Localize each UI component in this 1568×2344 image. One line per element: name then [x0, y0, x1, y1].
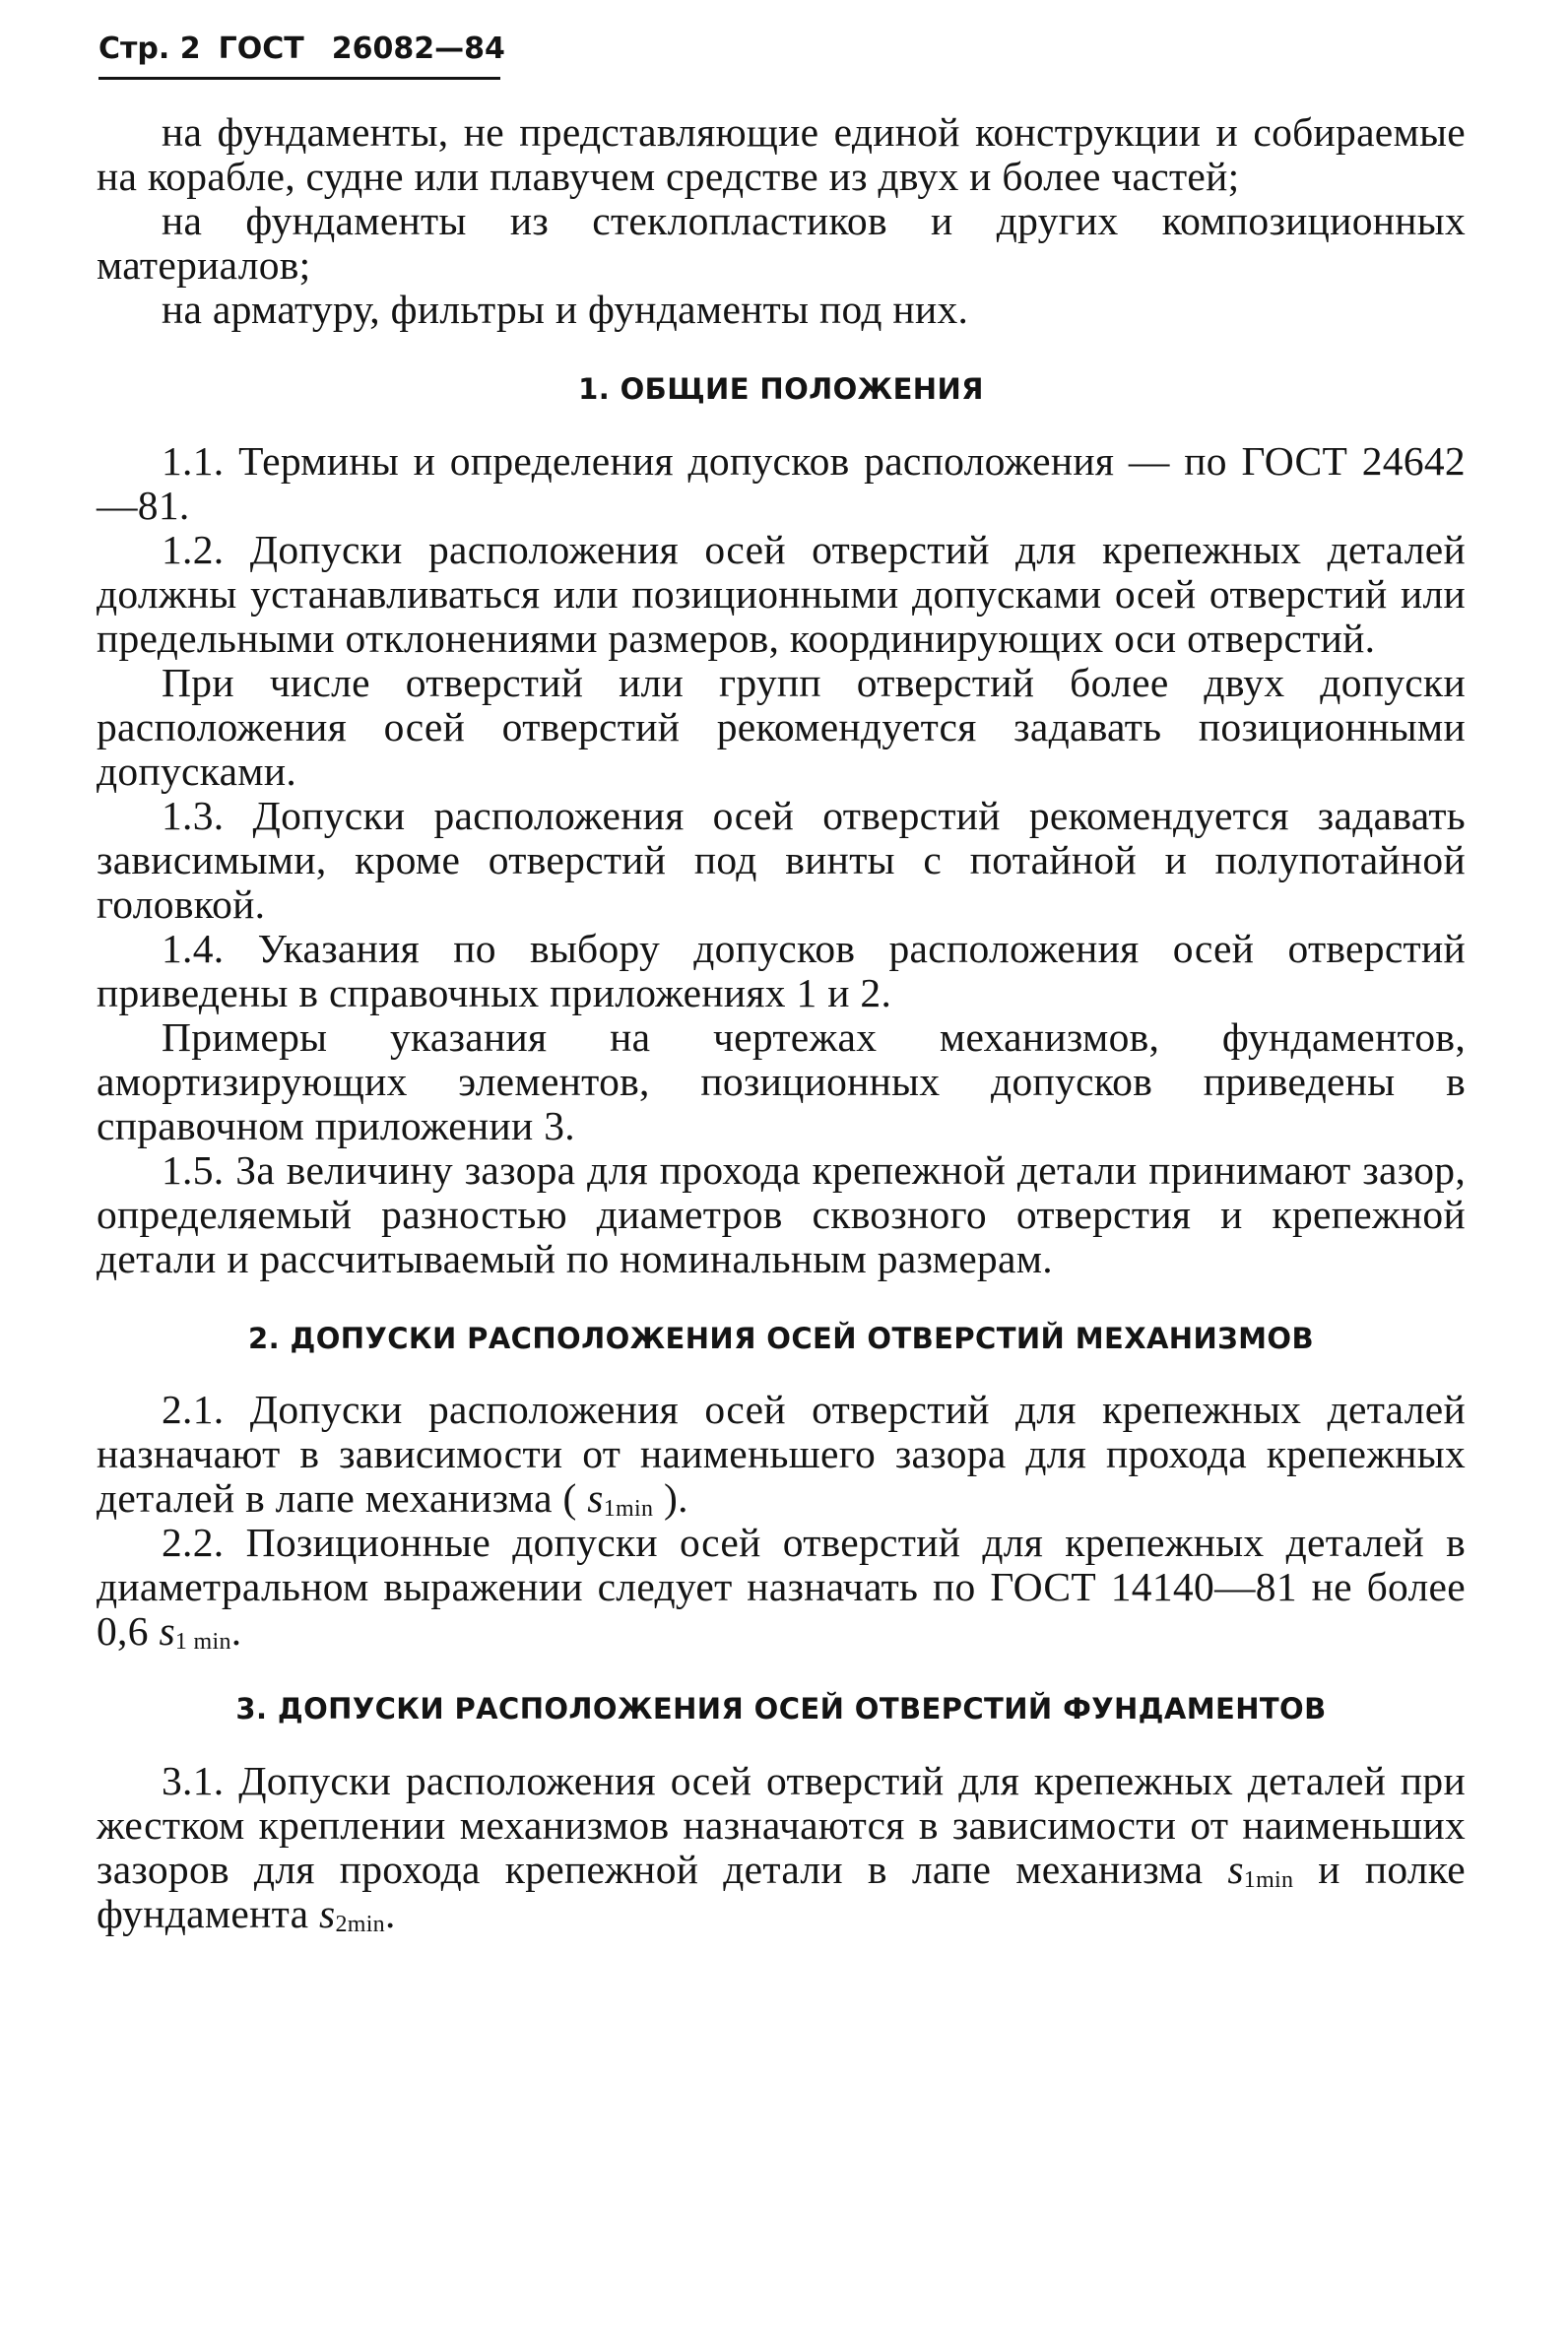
clause-1-2-continued: При числе отверстий или групп отверстий более двух допуски расположения осей отверстий рекомендуется задавать позиционными допусками. — [97, 660, 1466, 794]
clause-2-1-text: 2.1. Допуски расположения осей отверстий для крепежных деталей назначают в зависимости от наименьшего зазора для прохода крепежных деталей в лапе механизма — [97, 1387, 1466, 1521]
clause-1-3: 1.3. Допуски расположения осей отверстий рекомендуется задавать зависимыми, кроме отверстий под винты с потайной и полупотайной головкой. — [97, 793, 1466, 927]
clause-1-4-continued: Примеры указания на чертежах механизмов, фундаментов, амортизирующих элементов, позиционных допусков приведены в справочном приложении 3. — [97, 1014, 1466, 1148]
standard-number: 26082—84 — [331, 32, 505, 66]
intro-paragraph-1: на фундаменты, не представляющие единой конструкции и собираемые на корабле, судне или плавучем средстве из двух и более частей; — [97, 109, 1466, 199]
clause-2-2-end: . — [230, 1608, 242, 1654]
document-body — [97, 110, 1466, 1936]
clause-3-1-text: 3.1. Допуски расположения осей отверстий для крепежных деталей при жестком креплении механизмов назначаются в зависимости от наименьших зазоров для прохода крепежной детали в лапе механизма — [97, 1758, 1466, 1892]
clause-2-1-paren-open: ( — [552, 1475, 588, 1521]
clause-2-2 — [97, 1521, 1466, 1654]
section-1-heading: 1. ОБЩИЕ ПОЛОЖЕНИЯ — [578, 372, 984, 406]
section-3-heading: 3. ДОПУСКИ РАСПОЛОЖЕНИЯ ОСЕЙ ОТВЕРСТИЙ ФУНДАМЕНТОВ — [235, 1692, 1327, 1725]
clause-2-1-symbol: s — [587, 1475, 604, 1521]
clause-1-5: 1.5. За величину зазора для прохода крепежной детали принимают зазор, определяемый разностью диаметров сквозного отверстия и крепежной детали и рассчитываемый по номинальным размерам. — [97, 1147, 1466, 1281]
clause-3-1 — [97, 1759, 1466, 1936]
clause-3-1-end: . — [384, 1891, 396, 1936]
clause-2-2-subscript: 1 min — [174, 1629, 231, 1655]
clause-3-1-symbol-2: s — [318, 1891, 336, 1936]
clause-2-1 — [97, 1388, 1466, 1521]
clause-2-1-subscript: 1min — [603, 1496, 654, 1522]
clause-2-2-symbol: s — [159, 1608, 175, 1654]
page-number-label: Стр. 2 — [98, 32, 201, 66]
clause-3-1-subscript-1: 1min — [1243, 1867, 1294, 1893]
clause-2-1-paren-close: ). — [653, 1475, 688, 1521]
clause-1-1: 1.1. Термины и определения допусков расположения — по ГОСТ 24642—81. — [97, 438, 1466, 528]
page-header — [98, 30, 505, 83]
intro-paragraph-3: на арматуру, фильтры и фундаменты под них. — [162, 287, 969, 332]
clause-3-1-symbol-1: s — [1227, 1847, 1244, 1892]
standard-label: ГОСТ — [218, 32, 304, 66]
clause-1-2: 1.2. Допуски расположения осей отверстий для крепежных деталей должны устанавливаться или позиционными допусками осей отверстий или предельными отклонениями размеров, координирующих оси отверстий. — [97, 527, 1466, 661]
section-2-heading: 2. ДОПУСКИ РАСПОЛОЖЕНИЯ ОСЕЙ ОТВЕРСТИЙ МЕХАНИЗМОВ — [248, 1322, 1314, 1355]
clause-2-2-text: 2.2. Позиционные допуски осей отверстий для крепежных деталей в диаметральном выражении следует назначать по ГОСТ 14140—81 не более 0,6 — [97, 1520, 1466, 1654]
clause-1-4: 1.4. Указания по выбору допусков расположения осей отверстий приведены в справочных приложениях 1 и 2. — [97, 926, 1466, 1015]
clause-3-1-subscript-2: 2min — [335, 1912, 385, 1937]
clause-3-1-middle: и полке фундамента — [97, 1847, 1466, 1936]
intro-paragraph-2: на фундаменты из стеклопластиков и других композиционных материалов; — [97, 198, 1466, 288]
header-underline — [98, 77, 500, 80]
